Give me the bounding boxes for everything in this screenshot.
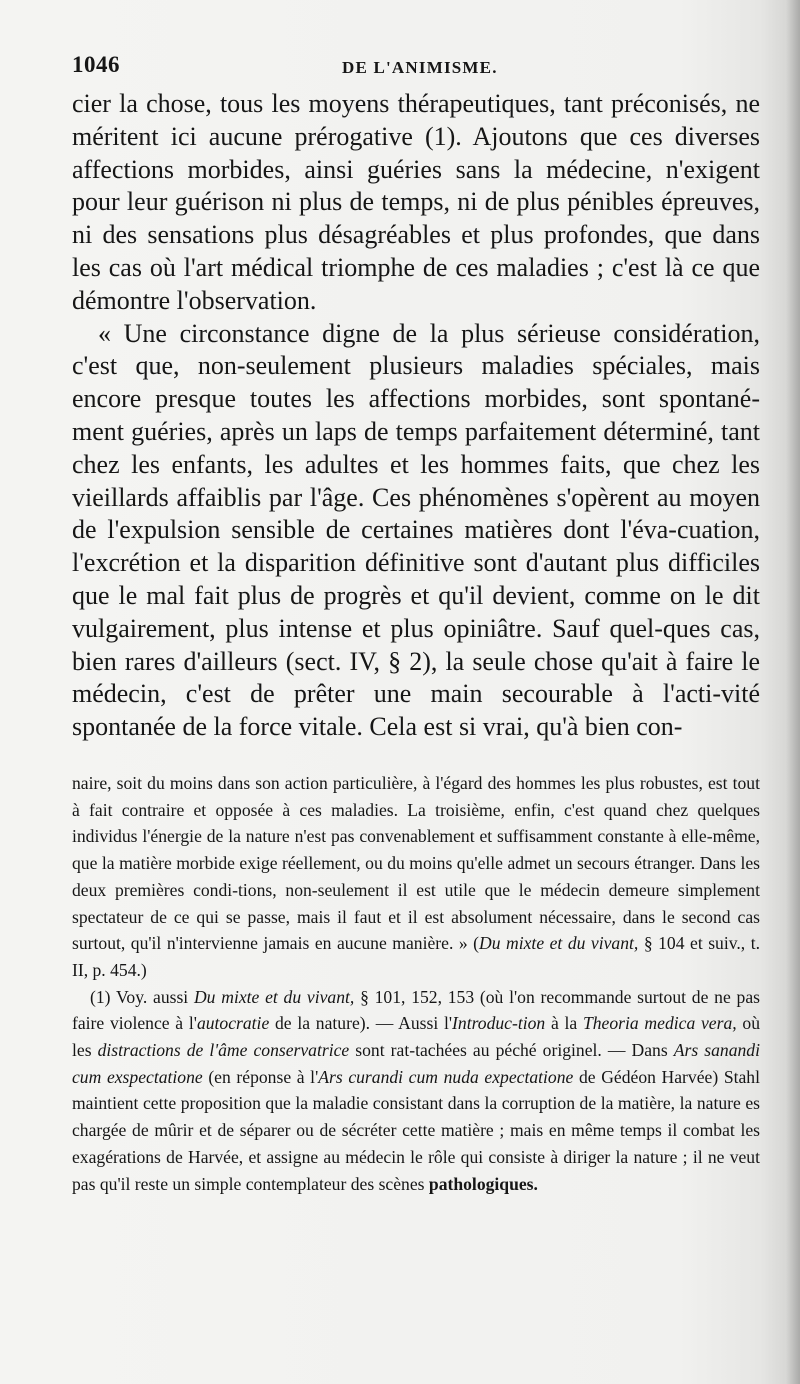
fn1-part-a: (1) Voy. aussi bbox=[90, 986, 194, 1007]
footnote-continuation-ref: § 104 et suiv., t. II, p. 454.) bbox=[72, 933, 760, 980]
fn1-part-n: Ars curandi cum nuda expectatione bbox=[318, 1066, 574, 1087]
page-gutter-shadow bbox=[786, 0, 800, 1384]
paragraph-continued: cier la chose, tous les moyens thérapeutiques, tant préconisés, ne méritent ici aucune prérogative (1). Ajoutons que ces diverses affections morbides, ainsi guéries sans la médecine, n'exigent pour leur guérison ni plus de temps, ni de plus pénibles épreuves, ni des sensations plus désagréables et plus profondes, que dans les cas où l'art médical triomphe de ces maladies ; c'est là ce que démontre l'observation. bbox=[72, 89, 760, 315]
fn1-part-b: Du mixte et du vivant, bbox=[193, 986, 355, 1007]
page-number: 1046 bbox=[72, 52, 120, 77]
paragraph-quotation: « Une circonstance digne de la plus sérieuse considération, c'est que, non-seulement plusieurs maladies spéciales, mais encore presque toutes les affections morbides, sont spontané-ment guéries, après un laps de temps parfaitement déterminé, tant chez les enfants, les adultes et les hommes faits, que chez les vieillards affaiblis par l'âge. Ces phénomènes s'opèrent au moyen de l'expulsion sensible de certaines matières dont l'éva-cuation, l'excrétion et la disparition définitive sont d'autant plus difficiles que le mal fait plus de progrès et qu'il devient, comme on le dit vulgairement, plus intense et plus opiniâtre. Sauf quel-ques cas, bien rares d'ailleurs (sect. IV, § 2), la seule chose qu'ait à faire le médecin, c'est de prêter une main secourable à l'acti-vité spontanée de la force vitale. Cela est si vrai, qu'à bien con- bbox=[72, 318, 760, 742]
running-title: DE L'ANIMISME. bbox=[342, 58, 498, 77]
footnote-continuation-text: naire, soit du moins dans son action particulière, à l'égard des hommes les plus robustes, est tout à fait contraire et opposée à ces maladies. La troisième, enfin, c'est quand chez quelques individus l'énergie de la nature n'est pas convenablement et suffisamment constante à elle-même, que la matière morbide exige réellement, ou du moins qu'elle admet un secours étranger. Dans les deux premières condi-tions, non-seulement il est utile que le médecin demeure simplement spectateur de ce qui se passe, mais il faut et il est absolument nécessaire, dans le second cas surtout, qu'il n'intervienne jamais en aucune manière. » ( bbox=[72, 773, 760, 954]
fn1-part-g: à la bbox=[545, 1013, 583, 1034]
running-header bbox=[72, 52, 762, 84]
footnotes bbox=[72, 770, 760, 1197]
main-text bbox=[72, 88, 760, 744]
footnote-separator bbox=[72, 760, 760, 761]
fn1-part-i: où les bbox=[72, 1013, 760, 1061]
fn1-part-p: pathologiques. bbox=[428, 1173, 538, 1194]
fn1-part-l: Ars sanandi cum exspectatione bbox=[72, 1040, 760, 1087]
fn1-part-k: sont rat-tachées au péché originel. — Dans bbox=[349, 1040, 674, 1061]
fn1-part-e: de la nature). — Aussi l' bbox=[269, 1013, 453, 1034]
fn1-part-o: de Gédéon Harvée) Stahl maintient cette proposition que la maladie consistant dans la corruption de la matière, la nature es chargée de mûrir et de séparer ou de sécréter cette matière ; mais en même temps il combat les exagérations de Harvée, et assigne au médecin le rôle qui consiste à diriger la nature ; il ne veut pas qu'il reste un simple contemplateur des scènes bbox=[72, 1066, 760, 1194]
fn1-part-j: distractions de l'âme conservatrice bbox=[97, 1040, 350, 1061]
footnote-1 bbox=[72, 984, 760, 1198]
fn1-part-f: Introduc-tion bbox=[452, 1013, 546, 1034]
fn1-part-m: (en réponse à l' bbox=[202, 1066, 319, 1087]
footnote-continuation bbox=[72, 770, 760, 984]
footnote-continuation-citation: Du mixte et du vivant, bbox=[479, 933, 639, 954]
fn1-part-c: § 101, 152, 153 (où l'on recommande surtout de ne pas faire violence à l' bbox=[72, 986, 760, 1034]
fn1-part-d: autocratie bbox=[196, 1013, 270, 1034]
fn1-part-h: Theoria medica vera, bbox=[582, 1013, 737, 1034]
